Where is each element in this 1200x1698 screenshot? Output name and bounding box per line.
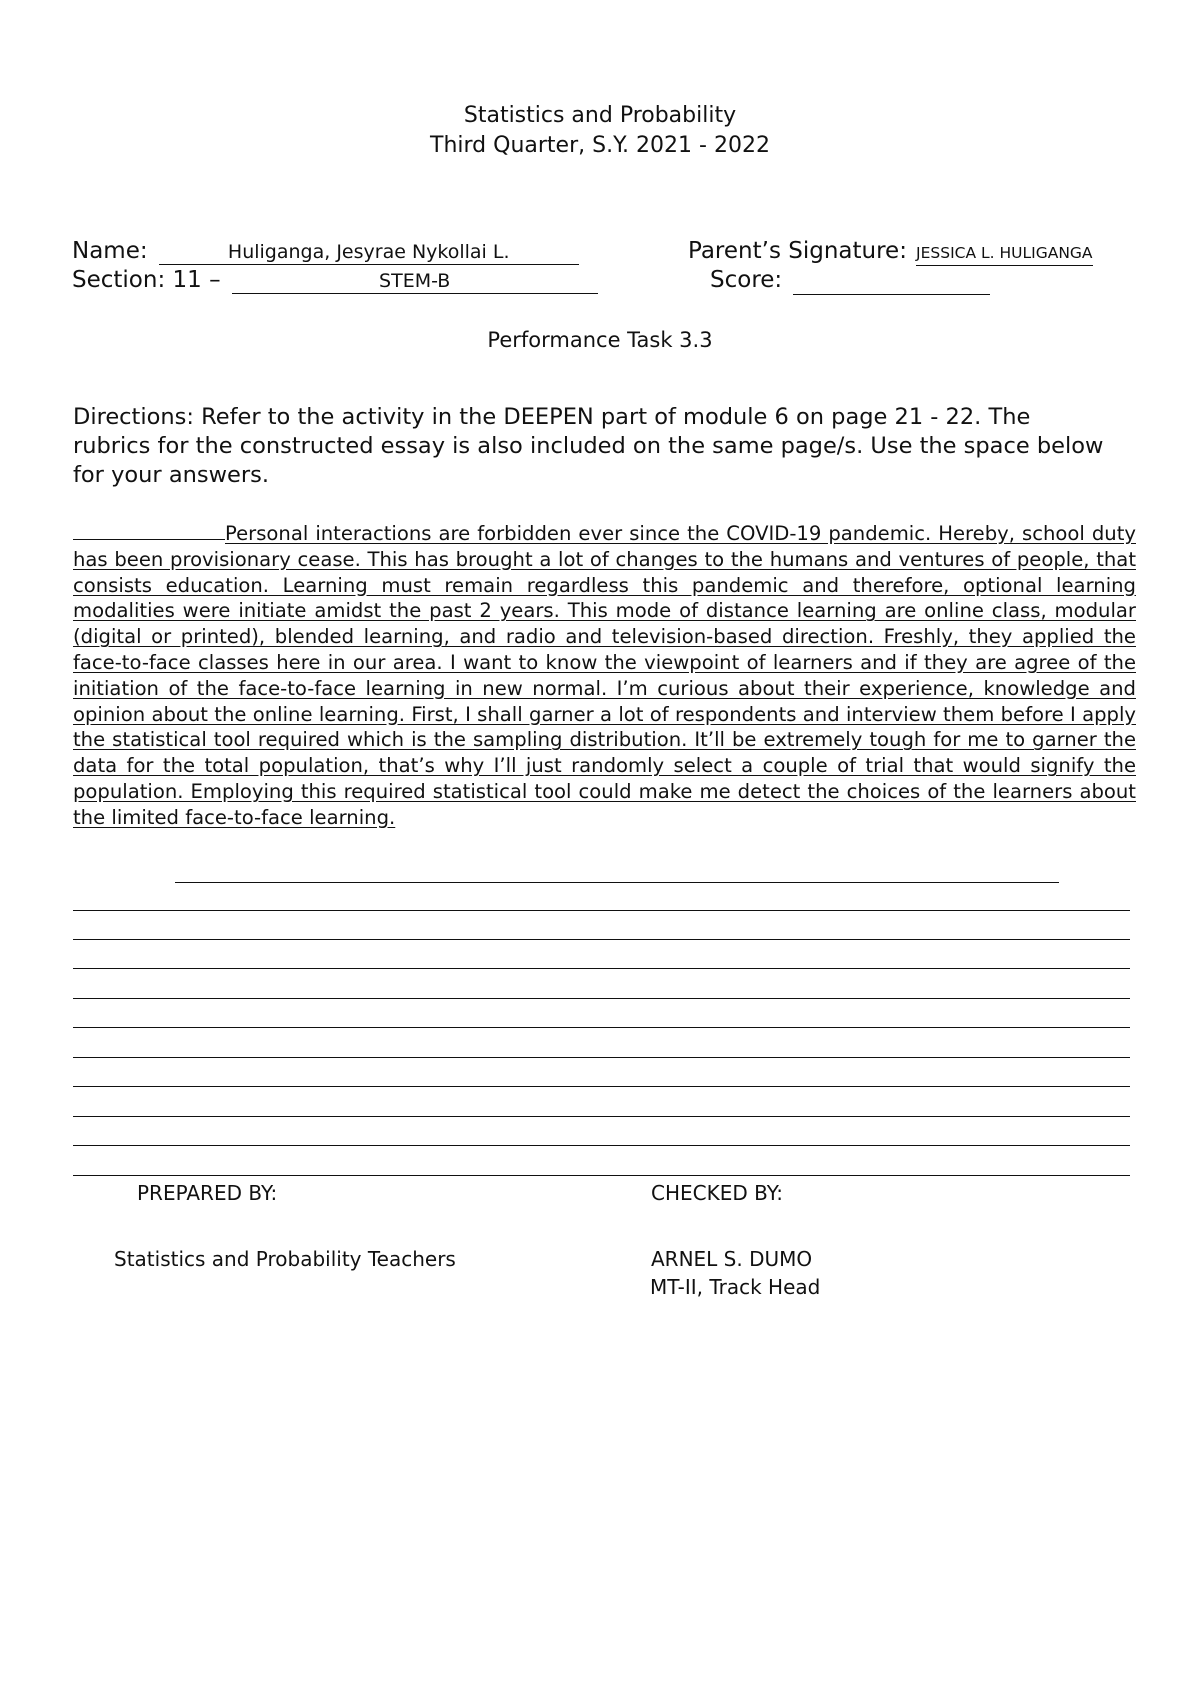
- answer-line: [73, 1145, 1130, 1146]
- essay-indent-line: [73, 521, 225, 540]
- checked-by-title: MT-II, Track Head: [650, 1275, 821, 1299]
- name-label: Name:: [72, 238, 148, 264]
- essay-end-line: [175, 882, 1059, 883]
- answer-line: [73, 1057, 1130, 1058]
- answer-line: [73, 1027, 1130, 1028]
- answer-line: [73, 939, 1130, 940]
- score-field: [710, 265, 990, 295]
- prepared-by-label: PREPARED BY:: [137, 1181, 278, 1205]
- name-value: Huliganga, Jesyrae Nykollai L.: [159, 240, 579, 265]
- answer-line: [73, 910, 1130, 911]
- checked-by-name: ARNEL S. DUMO: [651, 1247, 813, 1271]
- subject-title: Statistics and Probability: [463, 103, 737, 128]
- answer-line: [73, 968, 1130, 969]
- parent-signature-label: Parent’s Signature:: [688, 238, 907, 264]
- term-title: Third Quarter, S.Y. 2021 - 2022: [430, 133, 770, 158]
- directions-text: Directions: Refer to the activity in the DEEPEN part of module 6 on page 21 - 22. The rubrics for the constructed essay is also included on the same page/s. Use the space below for your answers.: [73, 404, 1104, 488]
- parent-signature-field: [688, 236, 1093, 266]
- parent-signature-value: JESSICA L. HULIGANGA: [916, 241, 1093, 266]
- answer-line: [73, 998, 1130, 999]
- prepared-by-name: Statistics and Probability Teachers: [114, 1247, 456, 1271]
- score-value: [793, 270, 990, 295]
- section-field: [72, 265, 598, 295]
- section-label: Section: 11 –: [72, 267, 221, 293]
- name-field: [72, 236, 579, 266]
- section-value: STEM-B: [232, 269, 598, 294]
- answer-line: [73, 1116, 1130, 1117]
- answer-line: [73, 1175, 1130, 1176]
- checked-by-label: CHECKED BY:: [651, 1181, 784, 1205]
- essay-answer: [73, 521, 1136, 831]
- task-title: Performance Task 3.3: [487, 328, 713, 352]
- essay-body: Personal interactions are forbidden ever since the COVID-19 pandemic. Hereby, school duty has been provisionary cease. This has brought a lot of changes to the humans and ventures of people, that consists education. Learning must remain regardless this pandemic and therefore, optional learning modalities were initiate amidst the past 2 years. This mode of distance learning are online class, modular (digital or printed), blended learning, and radio and television-based direction. Freshly, they applied the face-to-face classes here in our area. I want to know the viewpoint of learners and if they are agree of the initiation of the face-to-face learning in new normal. I’m curious about their experience, knowledge and opinion about the online learning. First, I shall garner a lot of respondents and interview them before I apply the statistical tool required which is the sampling distribution. It’ll be extremely tough for me to garner the data for the total population, that’s why I’ll just randomly select a couple of trial that would signify the population. Employing this required statistical tool could make me detect the choices of the learners about the limited face-to-face learning.: [73, 522, 1136, 829]
- answer-line: [73, 1086, 1130, 1087]
- score-label: Score:: [710, 267, 783, 293]
